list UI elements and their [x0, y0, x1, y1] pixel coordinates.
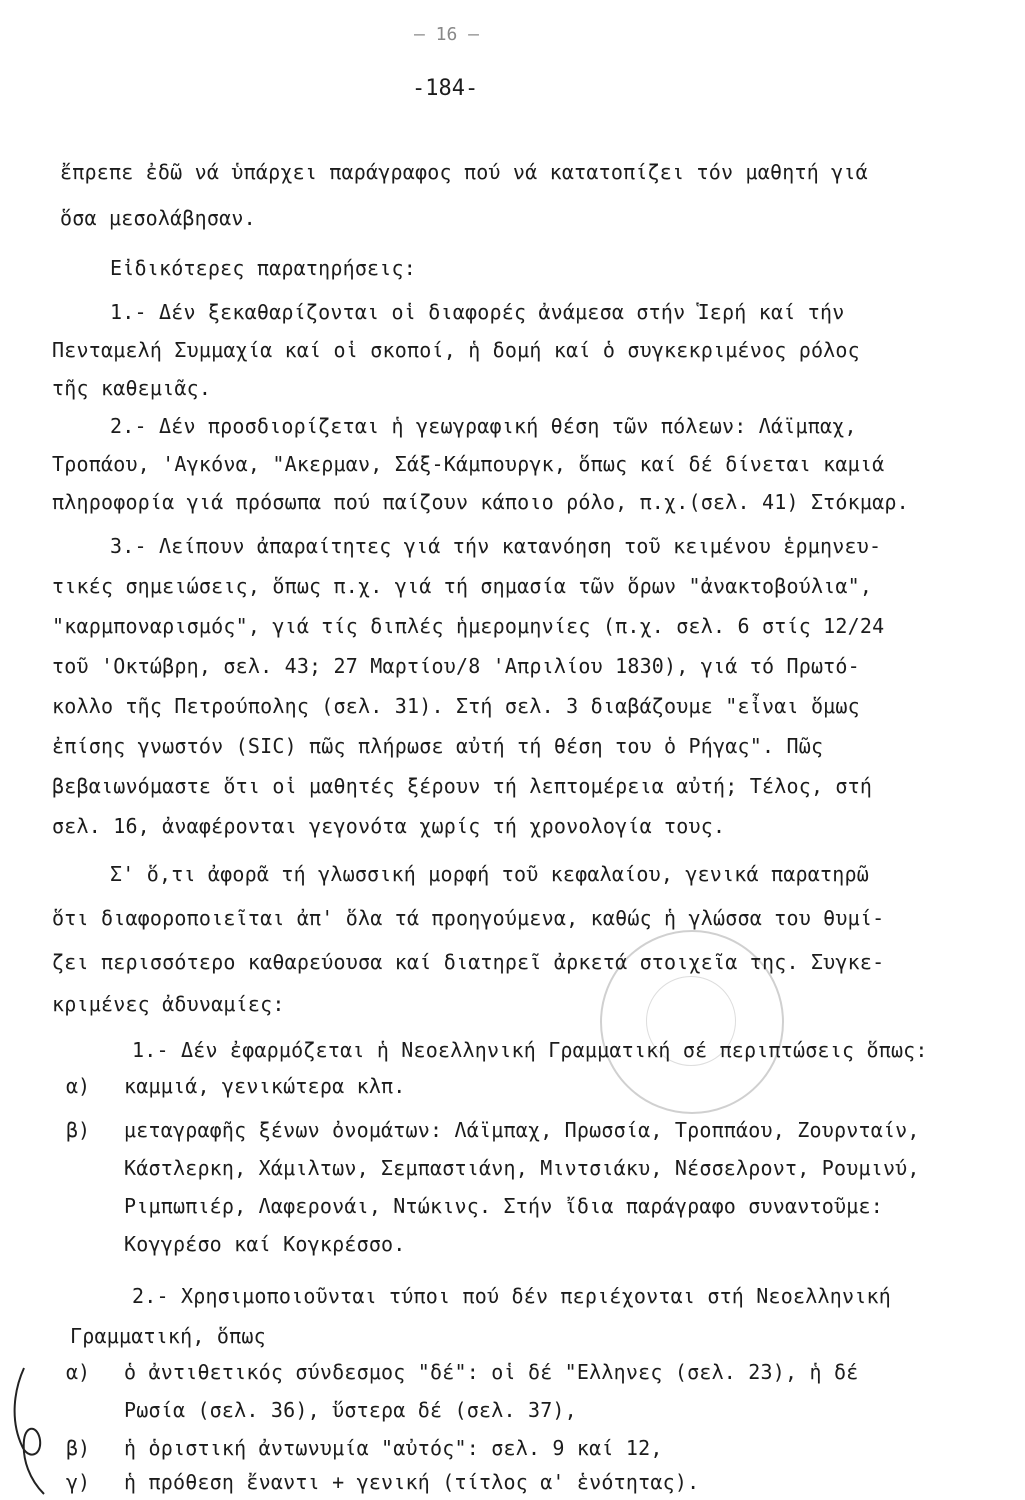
- text-line: ὅσα μεσολάβησαν.: [60, 206, 256, 230]
- text-line: ἐπίσης γνωστόν (SIC) πῶς πλήρωσε αὐτή τή θέση του ὁ Ρήγας". Πῶς: [52, 734, 824, 758]
- text-line: κολλο τῆς Πετρούπολης (σελ. 31). Στή σελ. 3 διαβάζουμε "εἶναι ὅμως: [52, 694, 860, 718]
- text-line: Πενταμελή Συμμαχία καί οἱ σκοποί, ἡ δομή καί ὁ συγκεκριμένος ρόλος: [52, 338, 860, 362]
- handwritten-margin-mark: [0, 1360, 60, 1500]
- text-line: Ρωσία (σελ. 36), ὕστερα δέ (σελ. 37),: [124, 1398, 577, 1422]
- text-line: μεταγραφῆς ξένων ὀνομάτων: Λάϊμπαχ, Πρωσσία, Τροππάου, Ζουρνταίν,: [124, 1118, 920, 1142]
- text-line: ἡ πρόθεση ἔναντι + γενική (τίτλος α' ἑνότητας).: [124, 1470, 700, 1494]
- text-line: 3.- Λείπουν ἀπαραίτητες γιά τήν κατανόηση τοῦ κειμένου ἑρμηνευ-: [110, 534, 882, 558]
- text-line: σελ. 16, ἀναφέρονται γεγονότα χωρίς τή χρονολογία τους.: [52, 814, 726, 838]
- text-line: Γραμματική, ὅπως: [70, 1324, 266, 1348]
- text-line: τοῦ 'Οκτώβρη, σελ. 43; 27 Μαρτίου/8 'Απριλίου 1830), γιά τό Πρωτό-: [52, 654, 860, 678]
- text-line: ἔπρεπε ἐδῶ νά ὑπάρχει παράγραφος πού νά κατατοπίζει τόν μαθητή γιά: [60, 160, 868, 184]
- text-line: ζει περισσότερο καθαρεύουσα καί διατηρεῖ ἀρκετά στοιχεῖα της. Συγκε-: [52, 950, 885, 974]
- text-line: 1.- Δέν ἐφαρμόζεται ἡ Νεοελληνική Γραμματική σέ περιπτώσεις ὅπως:: [132, 1038, 928, 1062]
- text-line: "καρμποναρισμός", γιά τίς διπλές ἡμερομηνίες (π.χ. σελ. 6 στίς 12/24: [52, 614, 885, 638]
- list-label: γ): [66, 1470, 91, 1494]
- text-line: 1.- Δέν ξεκαθαρίζονται οἱ διαφορές ἀνάμεσα στήν Ἱερή καί τήν: [110, 300, 845, 324]
- text-line: 2.- Χρησιμοποιοῦνται τύποι πού δέν περιέχονται στή Νεοελληνική: [132, 1284, 891, 1308]
- text-line: Κογγρέσο καί Κογκρέσσο.: [124, 1232, 406, 1256]
- text-line: Κάστλερκη, Χάμιλτων, Σεμπαστιάνη, Μιντσιάκυ, Νέσσελροντ, Ρουμινύ,: [124, 1156, 920, 1180]
- text-line: πληροφορία γιά πρόσωπα πού παίζουν κάποιο ρόλο, π.χ.(σελ. 41) Στόκμαρ.: [52, 490, 909, 514]
- text-line: Τροπάου, 'Αγκόνα, "Ακερμαν, Σάξ-Κάμπουργκ, ὅπως καί δέ δίνεται καμιά: [52, 452, 885, 476]
- text-line: 2.- Δέν προσδιορίζεται ἡ γεωγραφική θέση τῶν πόλεων: Λάϊμπαχ,: [110, 414, 857, 438]
- list-label: β): [66, 1436, 91, 1460]
- text-line: Σ' ὅ,τι ἀφορᾶ τή γλωσσική μορφή τοῦ κεφαλαίου, γενικά παρατηρῶ: [110, 862, 869, 886]
- text-line: ὅτι διαφοροποιεῖται ἀπ' ὅλα τά προηγούμενα, καθώς ἡ γλώσσα του θυμί-: [52, 906, 885, 930]
- section-heading: Εἰδικότερες παρατηρήσεις:: [110, 256, 417, 280]
- faint-page-number: – 16 –: [414, 24, 480, 45]
- list-label: β): [66, 1118, 91, 1142]
- text-line: ὁ ἀντιθετικός σύνδεσμος "δέ": οἱ δέ "Ελληνες (σελ. 23), ἡ δέ: [124, 1360, 859, 1384]
- list-label: α): [66, 1360, 91, 1384]
- text-line: Ριμπωπιέρ, Λαφερονάι, Ντώκινς. Στήν ἴδια παράγραφο συναντοῦμε:: [124, 1194, 883, 1218]
- text-line: κριμένες ἀδυναμίες:: [52, 992, 285, 1016]
- text-line: βεβαιωνόμαστε ὅτι οἱ μαθητές ξέρουν τή λεπτομέρεια αὐτή; Τέλος, στή: [52, 774, 873, 798]
- list-label: α): [66, 1074, 91, 1098]
- text-line: καμμιά, γενικώτερα κλπ.: [124, 1074, 406, 1098]
- text-line: τικές σημειώσεις, ὅπως π.χ. γιά τή σημασία τῶν ὅρων "ἀνακτοβούλια",: [52, 574, 873, 598]
- text-line: ἡ ὁριστική ἀντωνυμία "αὐτός": σελ. 9 καί 12,: [124, 1436, 663, 1460]
- page-number: -184-: [412, 76, 479, 101]
- text-line: τῆς καθεμιᾶς.: [52, 376, 212, 400]
